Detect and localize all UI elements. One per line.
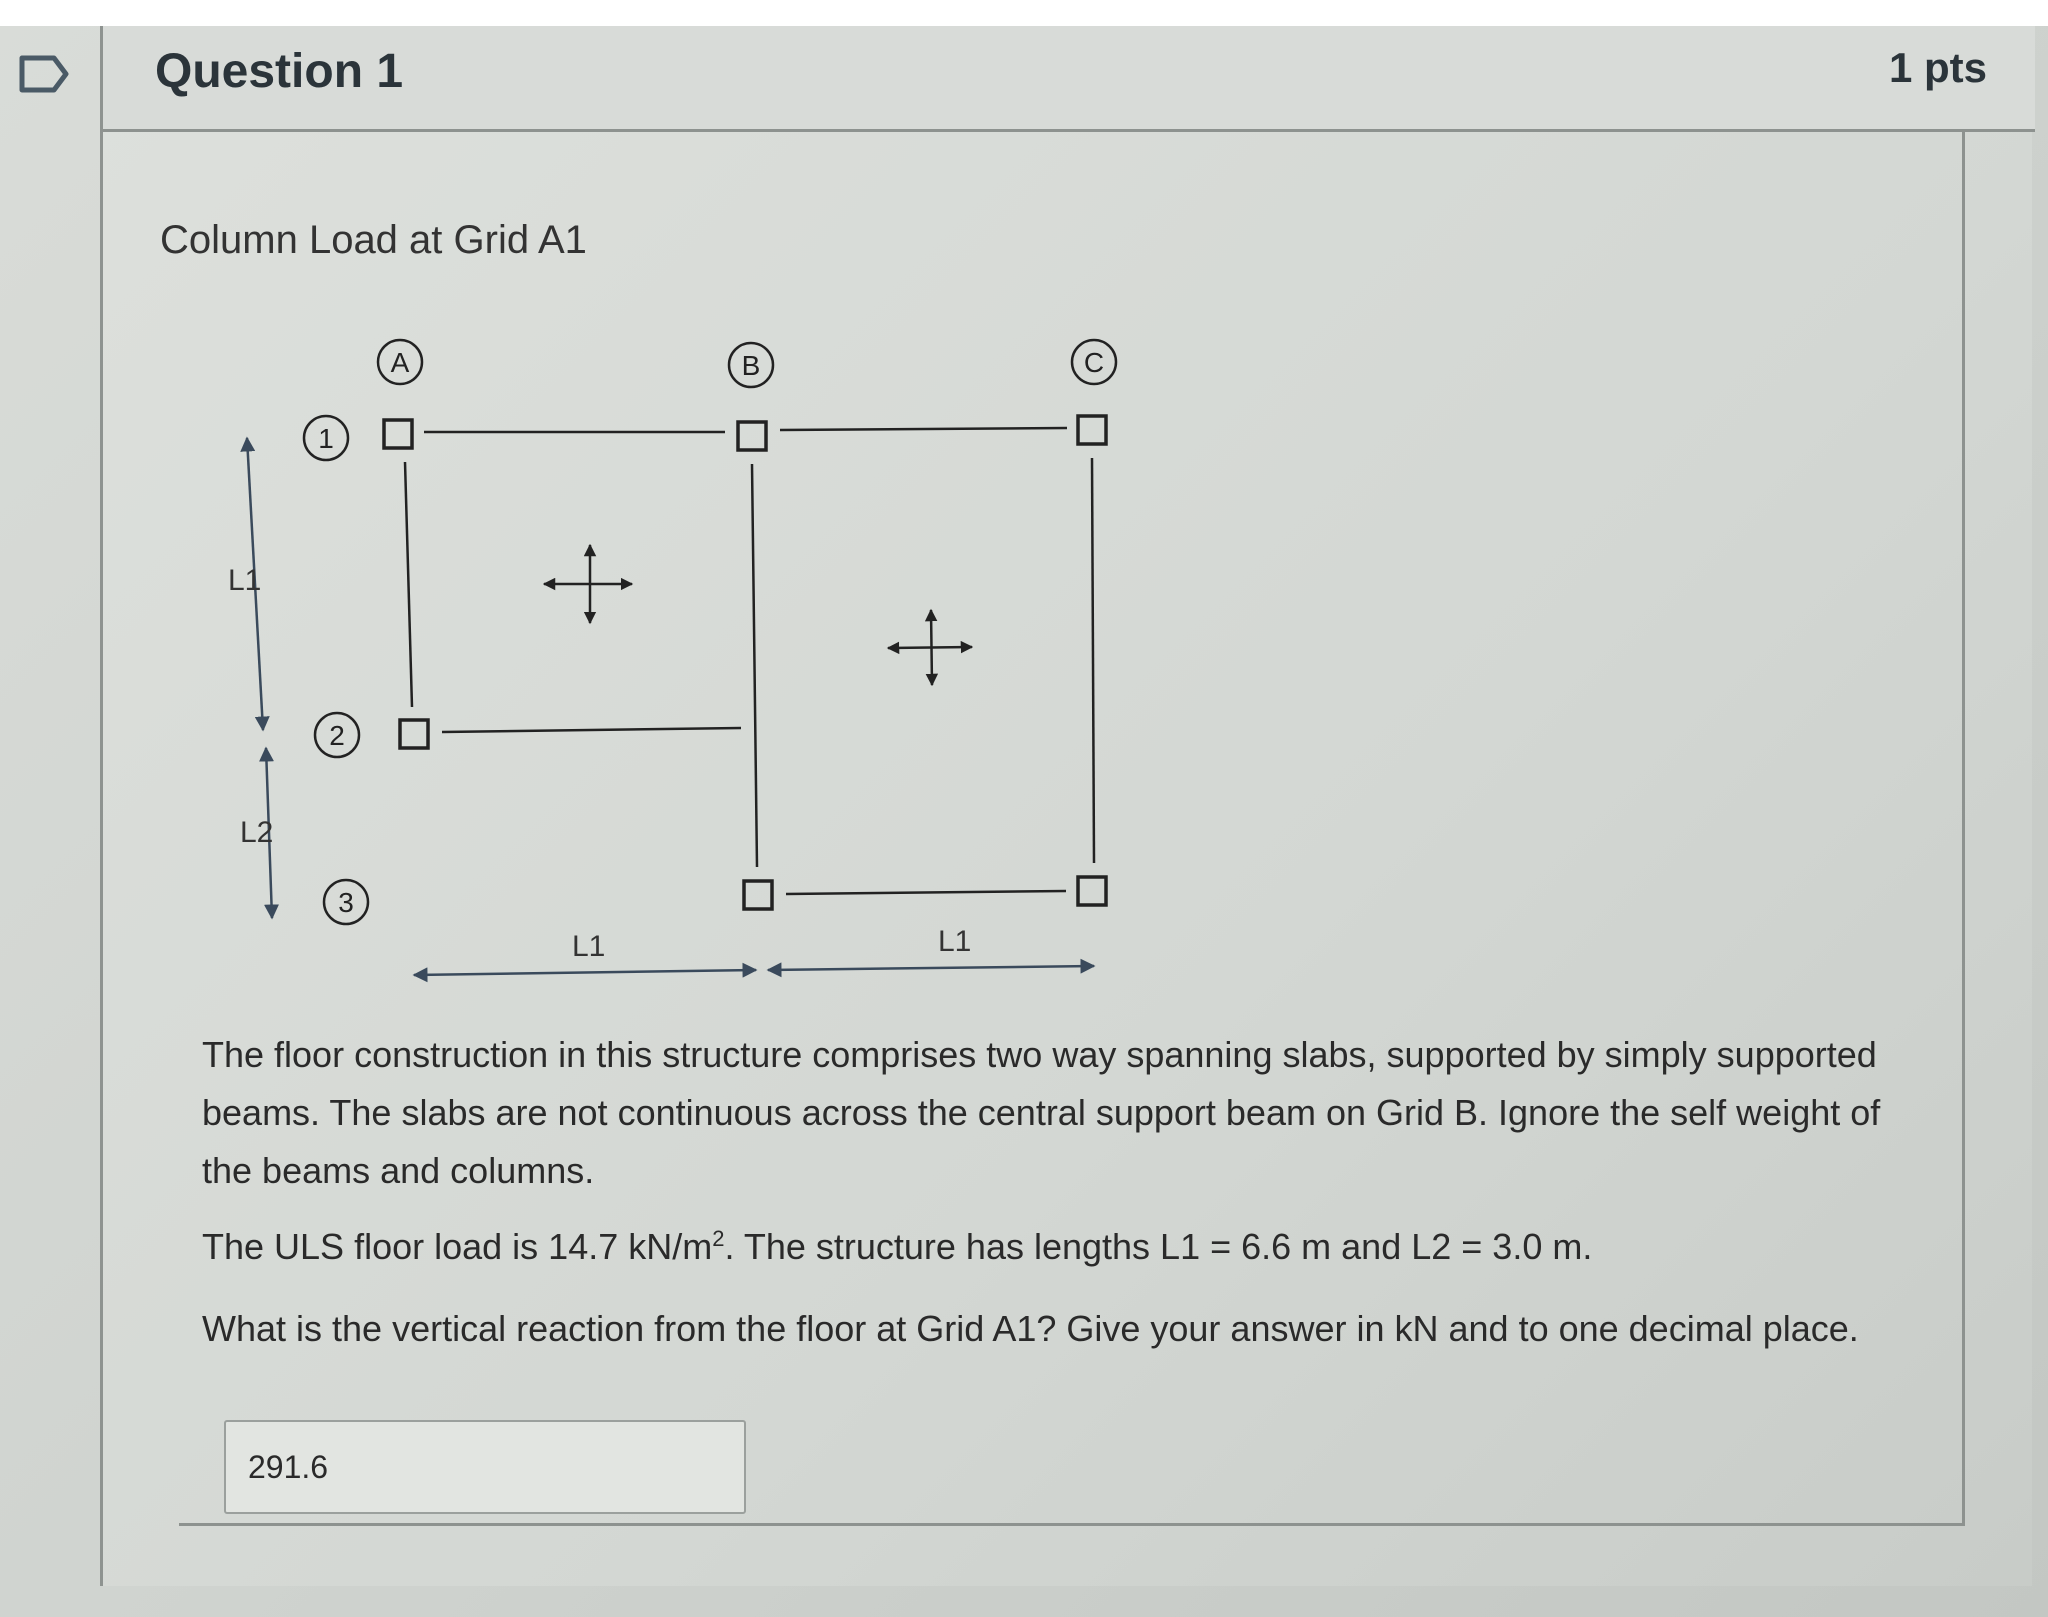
question-paragraph-3: What is the vertical reaction from the floor at Grid A1? Give your answer in kN and to one decimal place. (202, 1308, 1859, 1349)
question-paragraph-2 (202, 1218, 1902, 1276)
dim-label-l2-left: L2 (240, 816, 274, 849)
question-header (103, 26, 2035, 132)
column-b3 (744, 881, 772, 909)
grid-bubble-a (378, 340, 422, 384)
dim-label-l1-left: L1 (228, 564, 262, 597)
column-a2 (400, 720, 428, 748)
top-strip (0, 0, 2048, 26)
beam-b3-c3 (786, 891, 1066, 894)
bookmark-flag-icon[interactable] (18, 54, 70, 94)
question-paragraph-1: The floor construction in this structure comprises two way spanning slabs, supported by simply supported beams. The slabs are not continuous across the central support beam on Grid B. Ignore the self weight of the beams and columns. (202, 1034, 1881, 1191)
cross-arrow-icon (544, 545, 632, 623)
beam-b1-b3 (752, 464, 757, 867)
column-a1 (384, 420, 412, 448)
grid-label-1: 1 (318, 423, 334, 454)
beam-a1-a2 (405, 462, 412, 707)
dim-label-l1-bottom-left: L1 (572, 930, 606, 963)
beam-a2-b (442, 728, 741, 732)
grid-label-b: B (741, 350, 761, 381)
column-c1 (1078, 416, 1106, 444)
question-title: Question 1 (155, 45, 404, 98)
grid-label-c: C (1083, 347, 1105, 378)
dim-line-l1-bottom-left (414, 970, 756, 975)
floor-load-exponent: 2 (712, 1226, 725, 1251)
dim-line-l1-bottom-right (768, 966, 1094, 970)
structure-plan-diagram (180, 320, 1140, 1000)
column-c3 (1078, 877, 1106, 905)
grid-bubble-c (1072, 340, 1116, 384)
grid-label-3: 3 (338, 887, 354, 918)
grid-bubble-1 (304, 416, 348, 460)
grid-label-2: 2 (329, 720, 345, 751)
column-b1 (738, 422, 766, 450)
lengths-text: . The structure has lengths L1 = 6.6 m and L2 = 3.0 m. (724, 1226, 1593, 1267)
grid-bubble-3 (324, 880, 368, 924)
grid-bubble-2 (315, 713, 359, 757)
grid-label-a: A (390, 347, 410, 378)
dim-label-l1-bottom-right: L1 (938, 925, 972, 958)
cross-arrow-icon (888, 610, 972, 685)
floor-load-text: The ULS floor load is 14.7 kN/m (202, 1226, 713, 1267)
beam-c1-c3 (1092, 458, 1094, 863)
question-subtitle: Column Load at Grid A1 (160, 218, 587, 262)
answer-input[interactable] (224, 1420, 746, 1514)
question-points: 1 pts (1888, 44, 1987, 91)
grid-bubble-b (729, 343, 773, 387)
beam-b1-c1 (780, 428, 1067, 430)
